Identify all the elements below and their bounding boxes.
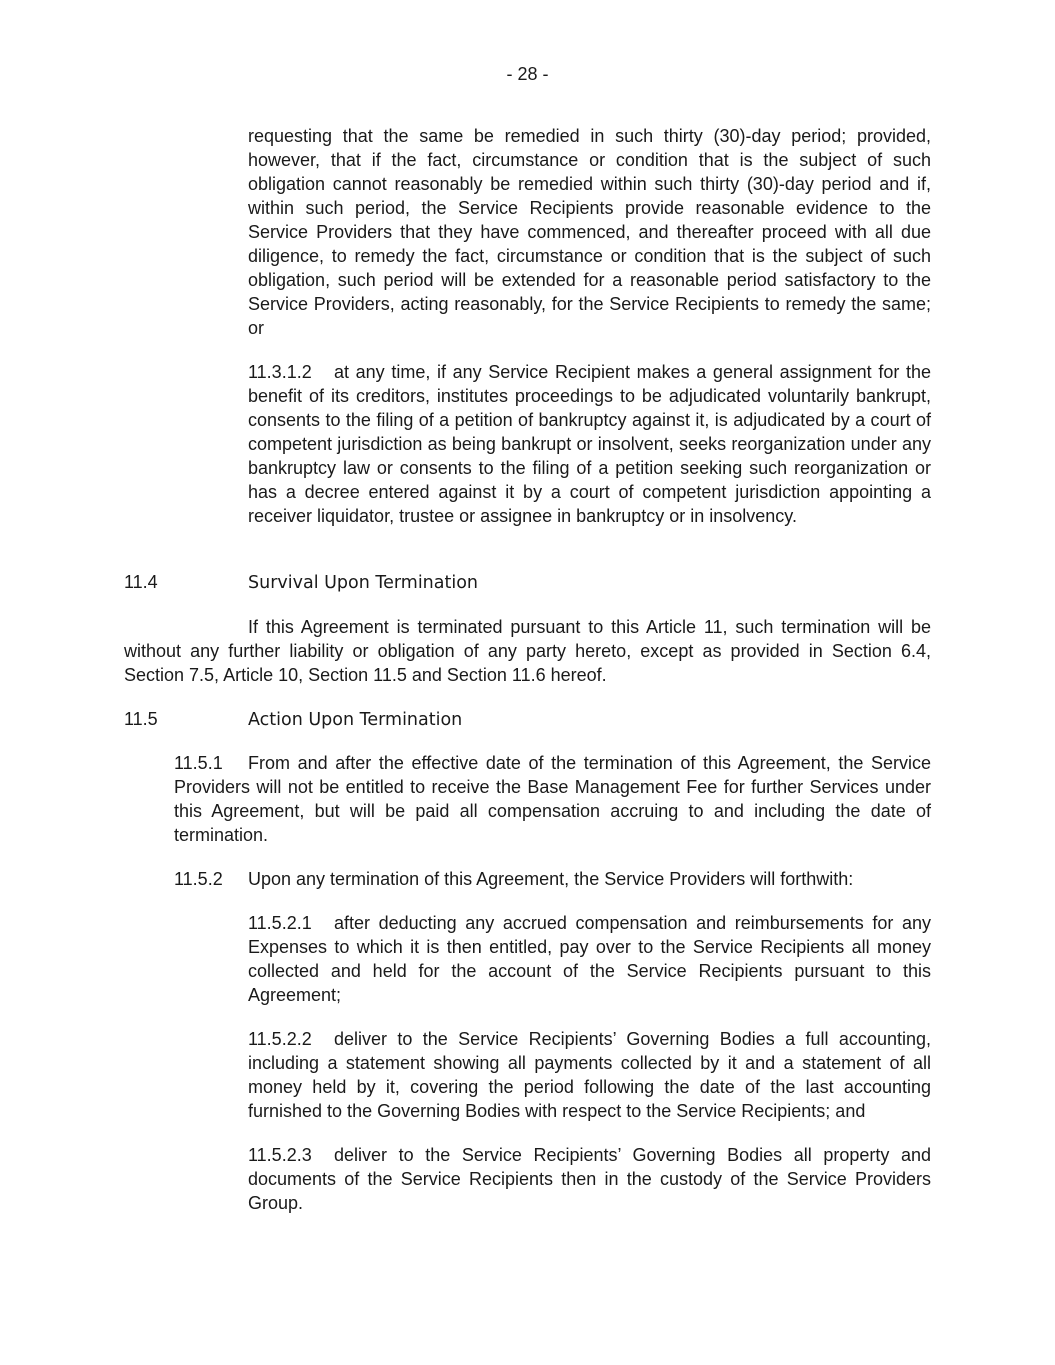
page-number: - 28 - — [506, 64, 549, 84]
section-heading-11-5 — [124, 707, 931, 732]
clause-text: deliver to the Service Recipients’ Governing Bodies a full accounting, including a statement showing all payments collected by it and a statement of all money held by it, covering the period following the date of the last accounting furnished to the Governing Bodies with respect to the Service Recipients; and — [248, 1029, 931, 1121]
section-title: Action Upon Termination — [248, 710, 463, 730]
clause-text: From and after the effective date of the termination of this Agreement, the Service Providers will not be entitled to receive the Base Management Fee for further Services under this Agreement, but will be paid all compensation accruing to and including the date of termination. — [174, 753, 931, 845]
section-number: 11.4 — [124, 572, 158, 592]
clause-number: 11.5.2.3 — [248, 1145, 312, 1165]
clause-number: 11.5.2.1 — [248, 913, 312, 933]
clause-text: after deducting any accrued compensation and reimbursements for any Expenses to which it is then entitled, pay over to the Service Recipients all money collected and held for the account of the Service Recipients pursuant to this Agreement; — [248, 913, 931, 1005]
clause-11-5-2 — [174, 867, 931, 891]
clause-text: Upon any termination of this Agreement, the Service Providers will forthwith: — [248, 869, 854, 889]
clause-text: at any time, if any Service Recipient makes a general assignment for the benefit of its creditors, institutes proceedings to be adjudicated voluntarily bankrupt, consents to the filing of a petition of bankruptcy against it, is adjudicated by a court of competent jurisdiction as being bankrupt or insolvent, seeks reorganization under any bankruptcy law or consents to the filing of a petition seeking such reorganization or has a decree entered against it by a court of competent jurisdiction appointing a receiver liquidator, trustee or assignee in bankruptcy or in insolvency. — [248, 362, 931, 526]
clause-number: 11.5.2 — [174, 869, 223, 889]
section-heading-11-4 — [124, 570, 931, 595]
clause-11-3-1-2 — [248, 360, 931, 528]
clause-11-3-1-1-continuation: requesting that the same be remedied in such thirty (30)-day period; provided, however, that if the fact, circumstance or condition that is the subject of such obligation cannot reasonably be remedied within such thirty (30)-day period and if, within such period, the Service Recipients provide reasonable evidence to the Service Providers that they have commenced, and thereafter proceed with all due diligence, to remedy the fact, circumstance or condition that is the subject of such obligation, such period will be extended for a reasonable period satisfactory to the Service Providers, acting reasonably, for the Service Recipients to remedy the same; or — [248, 126, 931, 338]
clause-11-5-1 — [174, 751, 931, 847]
clause-text: deliver to the Service Recipients’ Governing Bodies all property and documents of the Service Recipients then in the custody of the Service Providers Group. — [248, 1145, 931, 1213]
section-title: Survival Upon Termination — [248, 573, 479, 593]
section-number: 11.5 — [124, 709, 158, 729]
section-11-4-paragraph: If this Agreement is terminated pursuant to this Article 11, such termination will be without any further liability or obligation of any party hereto, except as provided in Section 6.4, Section 7.5, Article 10, Section 11.5 and Section 11.6 hereof. — [124, 617, 931, 685]
clause-number: 11.3.1.2 — [248, 362, 312, 382]
clause-11-5-2-3 — [248, 1143, 931, 1215]
clause-number: 11.5.1 — [174, 753, 223, 773]
clause-11-5-2-2 — [248, 1027, 931, 1123]
clause-11-5-2-1 — [248, 911, 931, 1007]
clause-number: 11.5.2.2 — [248, 1029, 312, 1049]
